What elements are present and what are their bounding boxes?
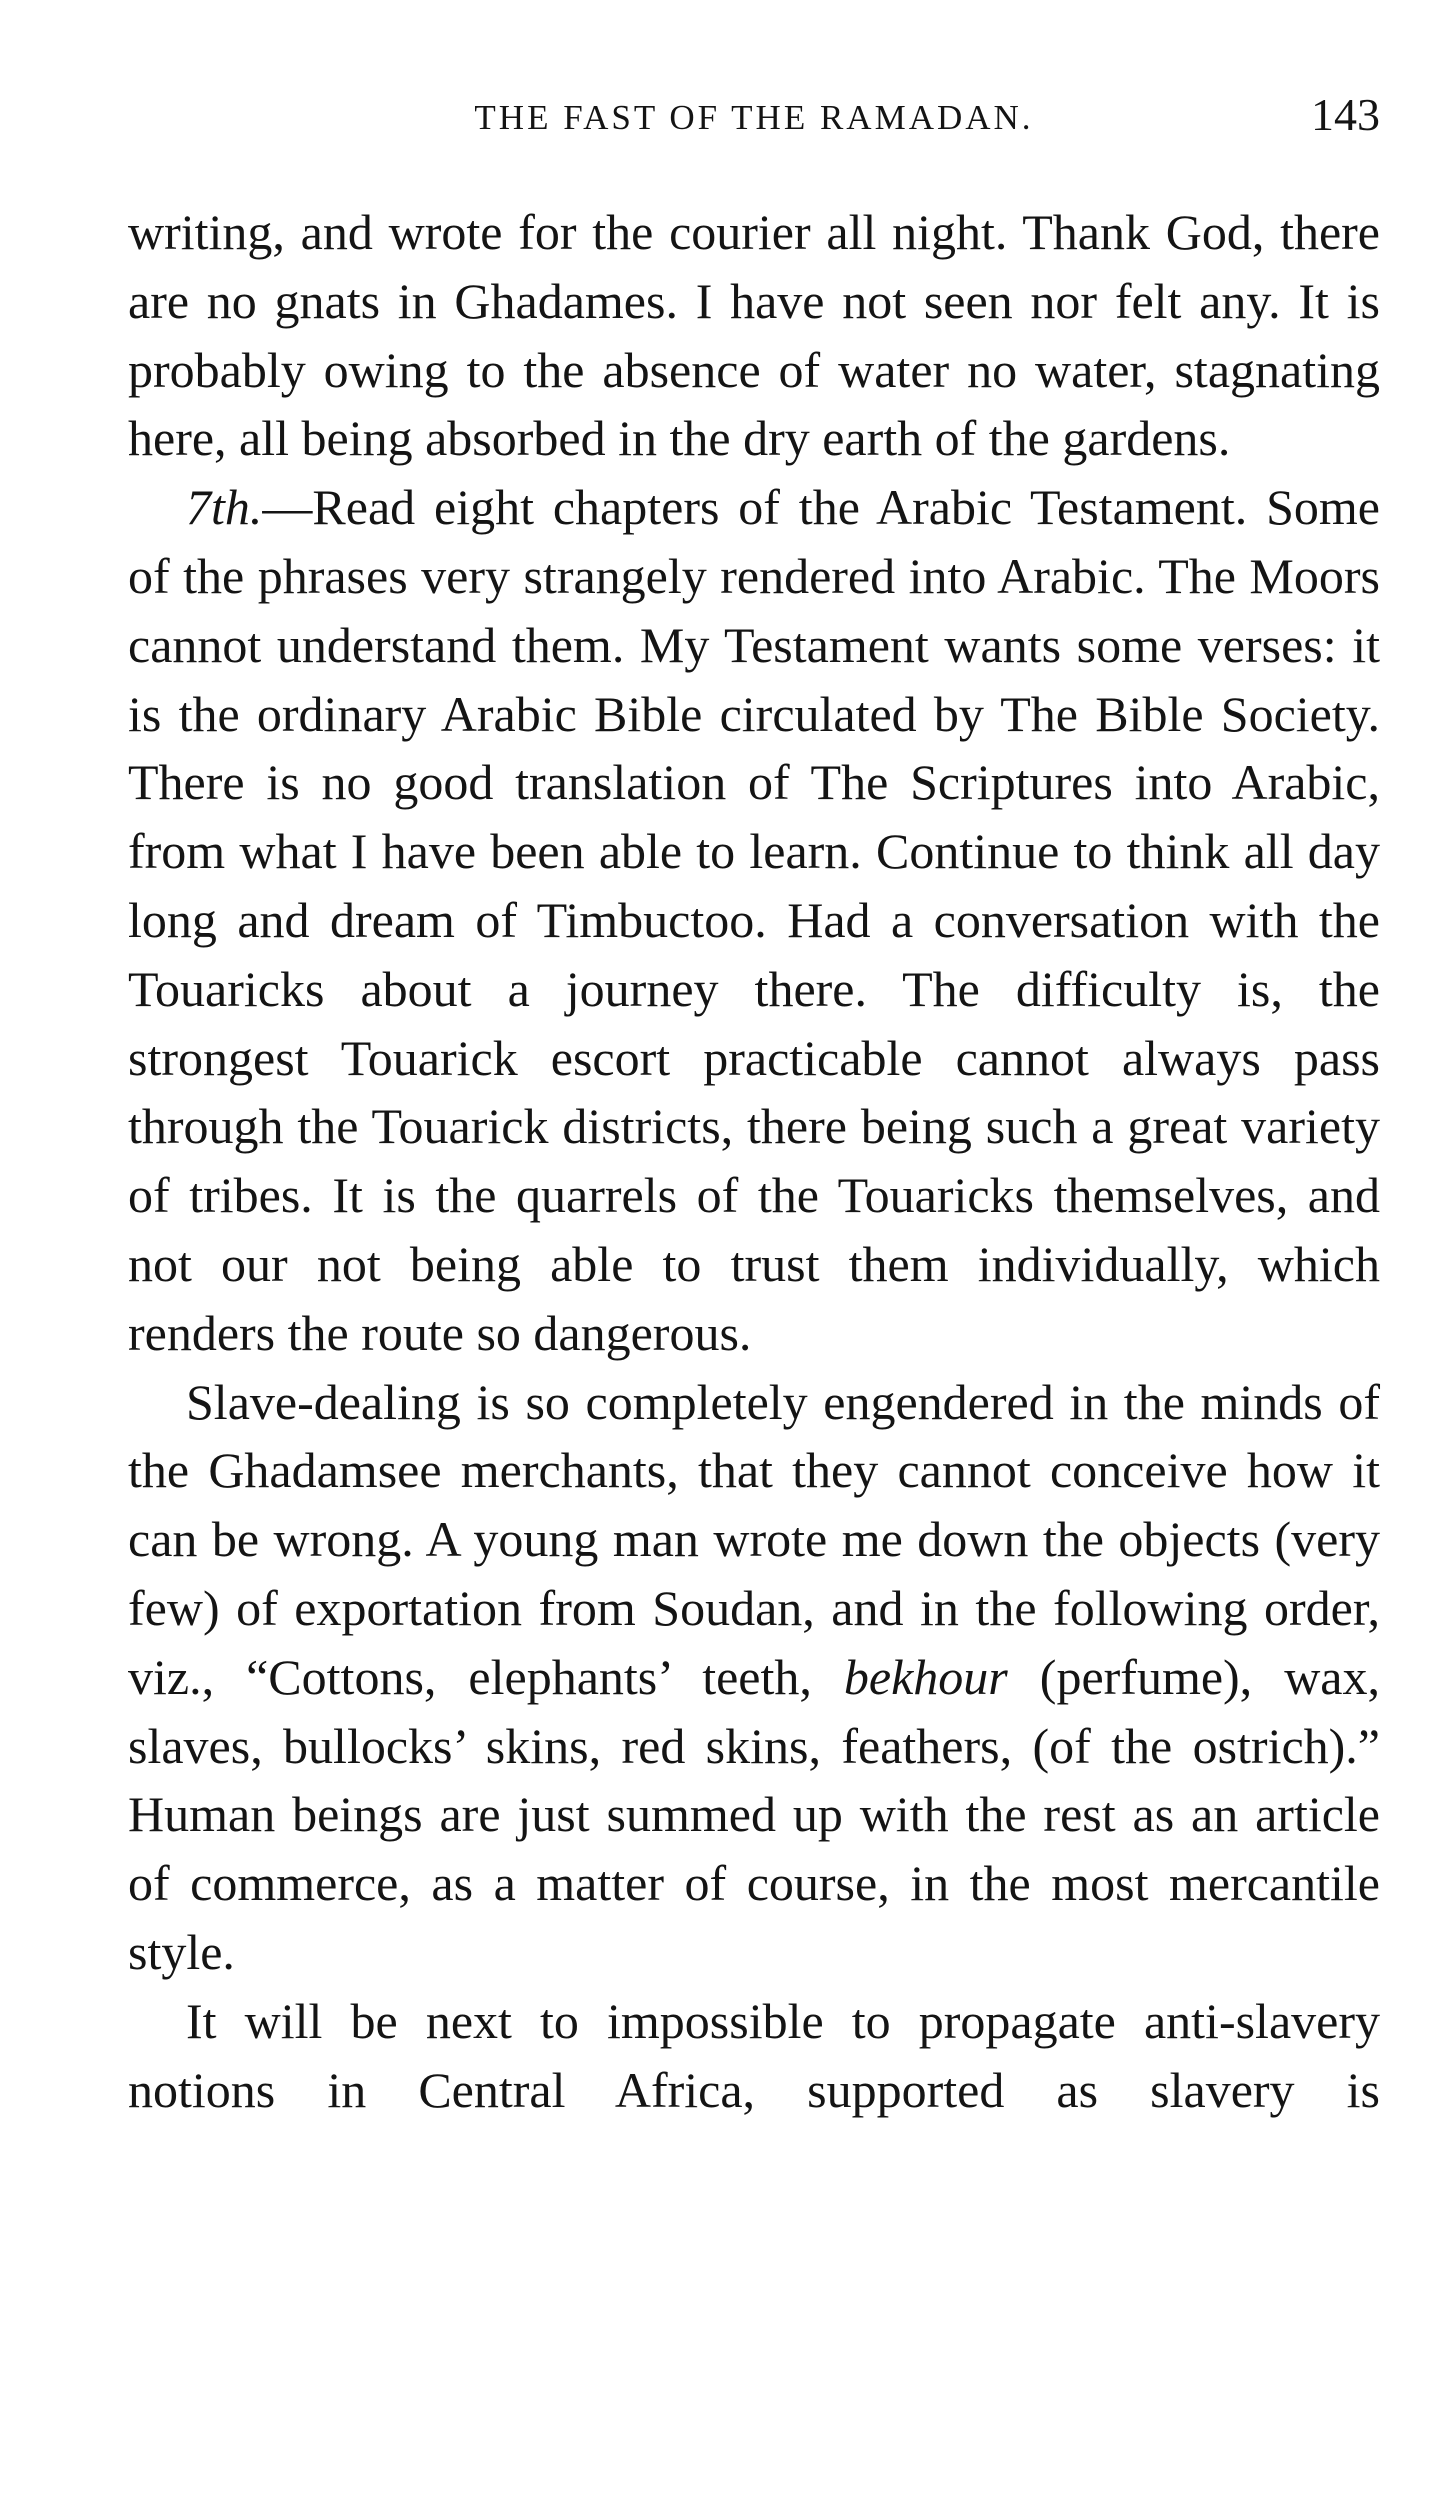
paragraph-1-text: writing, and wrote for the courier all night. Thank God, there are no gnats in Ghadames. I have not seen nor felt any. It is probably owing to the absence of water no water, stagnating here, all being absorbed in the dry earth of the gardens. [128,204,1380,467]
body-text [128,198,1380,2124]
running-head [128,88,1380,148]
running-title: THE FAST OF THE RAMADAN. [474,98,1034,137]
paragraph-3-text-before: Slave-dealing is so completely engendered in the minds of the Ghadamsee merchants, that they cannot conceive how it can be wrong. A young man wrote me down the objects (very few) of exportation from Soudan, and in the following order, viz., “Cottons, elephants’ teeth, [128,1373,1380,1705]
paragraph-2 [128,473,1380,1367]
paragraph-3 [128,1368,1380,1987]
italic-term: bekhour [843,1648,1008,1705]
date-marker: 7th. [186,479,263,536]
page-number: 143 [1311,89,1380,140]
paragraph-2-text: —Read eight chapters of the Arabic Testament. Some of the phrases very strangely rendered into Arabic. The Moors cannot understand them. My Testament wants some verses: it is the ordinary Arabic Bible circulated by The Bible Society. There is no good translation of The Scriptures into Arabic, from what I have been able to learn. Continue to think all day long and dream of Timbuctoo. Had a conversation with the Touaricks about a journey there. The difficulty is, the strongest Touarick escort practicable cannot always pass through the Touarick districts, there being such a great variety of tribes. It is the quarrels of the Touaricks themselves, and not our not being able to trust them individually, which renders the route so dangerous. [128,479,1380,1361]
paragraph-4-text: It will be next to impossible to propagate anti-slavery notions in Central Africa, supported as slavery is [128,1992,1380,2118]
paragraph-4 [128,1987,1380,2125]
paragraph-1 [128,198,1380,473]
paragraph-3-text-after: (perfume), wax, slaves, bullocks’ skins, red skins, feathers, (of the ostrich).” Human beings are just summed up with the rest as an article of commerce, as a matter of course, in the most mercantile style. [128,1648,1381,1980]
